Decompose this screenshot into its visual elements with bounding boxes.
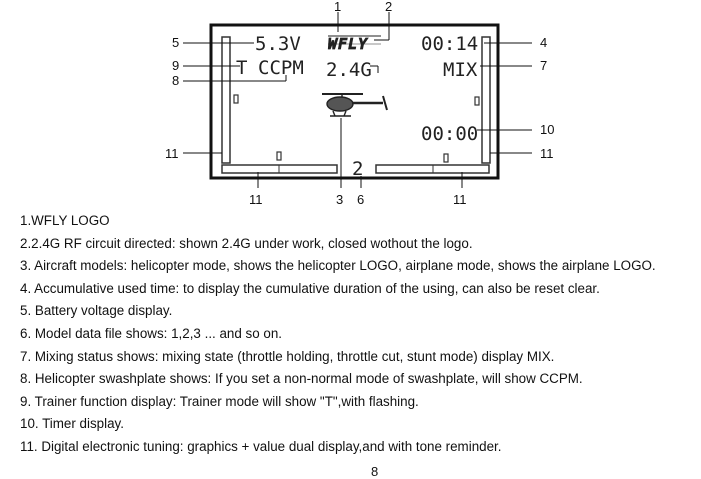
- used-time: 00:14: [421, 33, 479, 55]
- legend-item: 6. Model data file shows: 1,2,3 ... and so on.: [20, 325, 283, 341]
- callout-2: 2: [385, 0, 393, 14]
- legend-item: 11. Digital electronic tuning: graphics + value dual display,and with tone reminder.: [20, 438, 502, 454]
- swash-mode: CCPM: [258, 57, 304, 79]
- legend-item: 2.2.4G RF circuit directed: shown 2.4G under work, closed wothout the logo.: [20, 235, 473, 251]
- callout-5: 5: [172, 35, 180, 50]
- model-number: 2: [352, 158, 364, 180]
- callout-8: 8: [172, 73, 180, 88]
- timer: 00:00: [421, 123, 479, 145]
- rf-band: 2.4G: [326, 59, 372, 81]
- legend-item: 4. Accumulative used time: to display the cumulative duration of the using, can also be reset clear.: [20, 280, 600, 296]
- battery-voltage: 5.3V: [255, 33, 301, 55]
- callout-4: 4: [540, 35, 548, 50]
- callout-3: 3: [336, 192, 344, 207]
- callout-6: 6: [357, 192, 365, 207]
- legend-list: [20, 210, 656, 459]
- page-number: 8: [371, 464, 379, 479]
- legend-item: 1.WFLY LOGO: [20, 213, 110, 228]
- callout-11-left: 11: [165, 146, 179, 161]
- callout-1: 1: [334, 0, 342, 14]
- callout-11-bottom-right: 11: [453, 192, 467, 207]
- callout-7: 7: [540, 58, 548, 73]
- legend-item: 3. Aircraft models: helicopter mode, shows the helicopter LOGO, airplane mode, shows the airplane LOGO.: [20, 258, 656, 274]
- legend-item: 10. Timer display.: [20, 416, 124, 432]
- callout-10: 10: [540, 122, 555, 137]
- legend-item: 7. Mixing status shows: mixing state (throttle holding, throttle cut, stunt mode) display MIX.: [20, 348, 555, 364]
- legend-item: 9. Trainer function display: Trainer mode will show "T",with flashing.: [20, 393, 419, 409]
- lcd-diagram: [0, 0, 701, 210]
- wfly-logo-text: WFLY: [328, 35, 369, 53]
- callout-11-right: 11: [540, 146, 554, 161]
- legend-item: 8. Helicopter swashplate shows: If you set a non-normal mode of swashplate, will show CCPM.: [20, 371, 583, 387]
- legend-item: 5. Battery voltage display.: [20, 303, 173, 319]
- callout-9: 9: [172, 58, 180, 73]
- callout-11-bottom-left: 11: [249, 192, 263, 207]
- mixing-status: MIX: [443, 59, 478, 81]
- trainer-flag: T: [236, 57, 248, 79]
